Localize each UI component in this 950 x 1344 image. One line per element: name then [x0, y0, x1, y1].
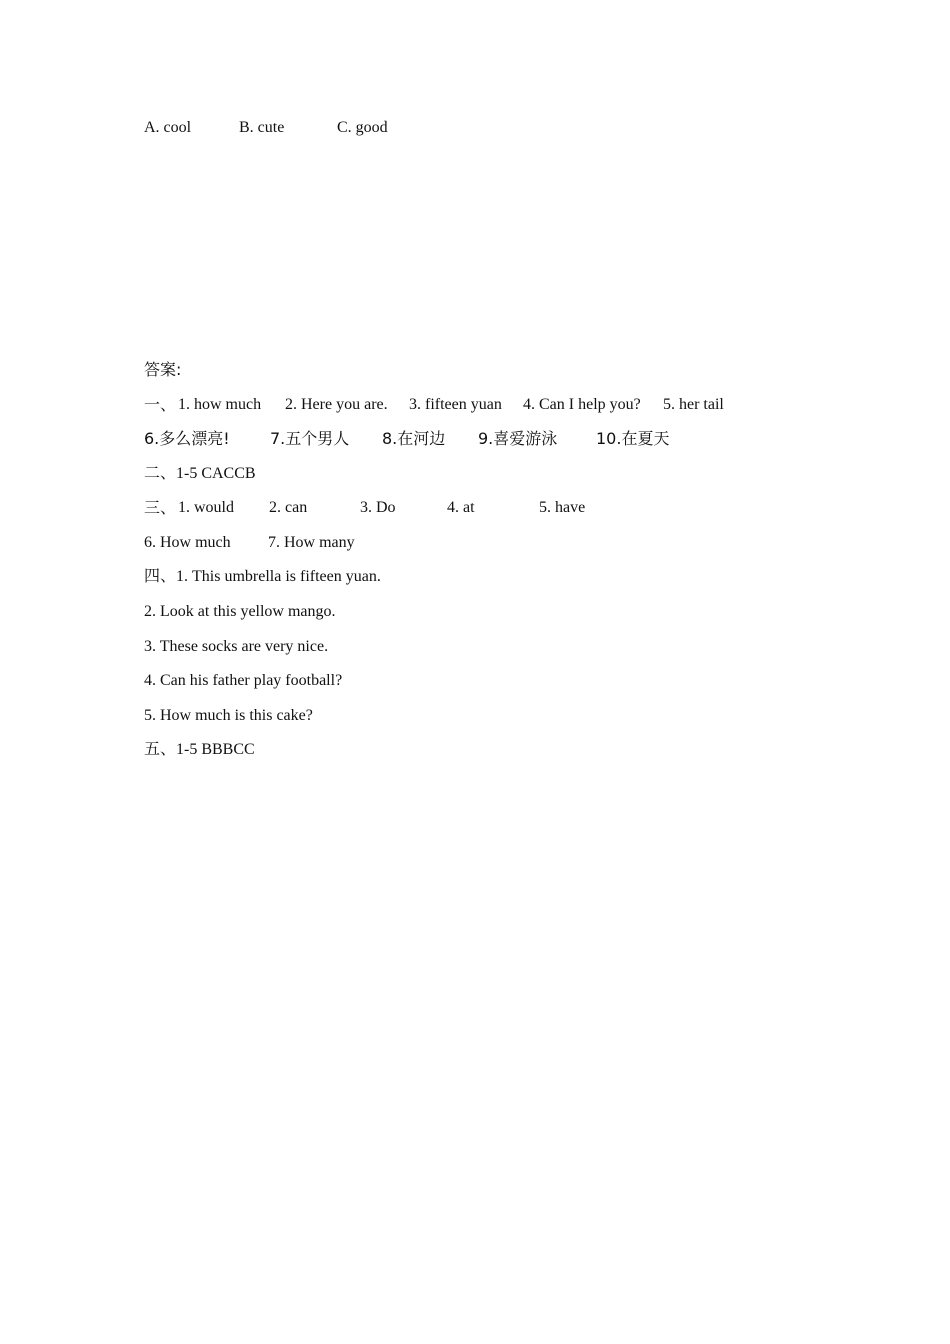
section1-item-5: 5. her tail: [663, 396, 724, 413]
section1-item-2: 2. Here you are.: [285, 396, 388, 413]
section4-item-3: 3. These socks are very nice.: [144, 638, 329, 655]
section4-item-1: 四、1. This umbrella is fifteen yuan.: [144, 568, 381, 585]
section3-item-1: 1. would: [178, 499, 234, 516]
section4-item-2: 2. Look at this yellow mango.: [144, 603, 336, 620]
section5-line: 五、1-5 BBBCC: [144, 741, 255, 758]
section4-item-5: 5. How much is this cake?: [144, 707, 313, 724]
option-b: B. cute: [239, 119, 285, 136]
section3-item-2: 2. can: [269, 499, 308, 516]
section4-item-4: 4. Can his father play football?: [144, 672, 343, 689]
section1-item-1: 1. how much: [178, 396, 262, 413]
section3-prefix: 三、: [144, 498, 177, 517]
section1-item-4: 4. Can I help you?: [523, 396, 641, 413]
section1-item-9: 9.喜爱游泳: [478, 429, 558, 448]
option-a: A. cool: [144, 119, 192, 136]
section3-item-5: 5. have: [539, 499, 586, 516]
section1-item-10: 10.在夏天: [596, 429, 670, 448]
section3-item-7: 7. How many: [268, 534, 355, 551]
section3-item-6: 6. How much: [144, 534, 231, 551]
section3-item-4: 4. at: [447, 499, 475, 516]
section1-item-8: 8.在河边: [382, 429, 446, 448]
section1-prefix: 一、: [144, 395, 177, 414]
answers-heading: 答案:: [144, 360, 182, 379]
section1-item-6: 6.多么漂亮!: [144, 429, 230, 448]
section1-item-7: 7.五个男人: [270, 429, 350, 448]
section2-line: 二、1-5 CACCB: [144, 465, 256, 482]
section3-item-3: 3. Do: [360, 499, 396, 516]
option-c: C. good: [337, 119, 388, 136]
section1-item-3: 3. fifteen yuan: [409, 396, 502, 413]
